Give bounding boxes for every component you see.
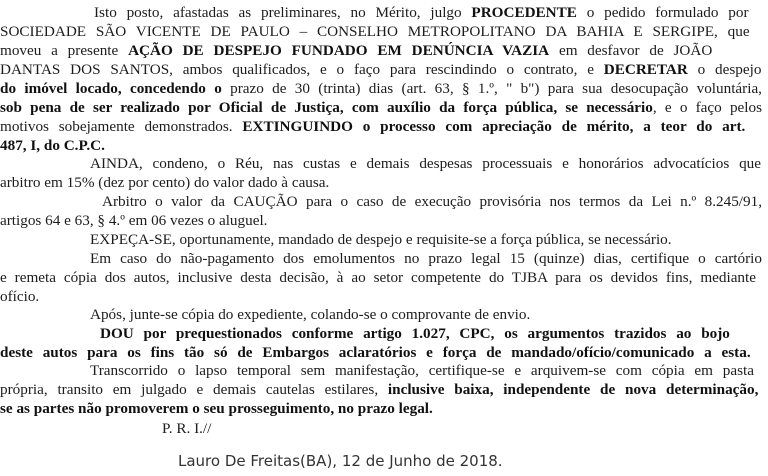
text-segment: Em caso do não-pagamento dos emolumentos no prazo legal 15 (quinze) dias, certifique o cartório <box>90 250 762 267</box>
text-segment: Isto posto, afastadas as preliminares, no Mérito, julgo <box>94 4 472 21</box>
text-line <box>90 306 530 324</box>
text-segment: Transcorrido o lapso temporal sem manifestação, certifique-se e arquivem-se com cópia em pasta <box>90 362 754 379</box>
bold-segment: PROCEDENTE <box>471 4 577 21</box>
text-line <box>0 80 762 98</box>
text-line <box>102 193 762 211</box>
text-line <box>0 137 105 155</box>
text-line <box>0 174 329 192</box>
text-segment: ofício. <box>0 288 40 305</box>
text-segment: artigos 64 e 63, § 4.º em 06 vezes o aluguel. <box>0 212 268 229</box>
bold-segment: deste autos para os fins tão só de Embargos aclaratórios e força de mandado/ofício/comunicado a esta. <box>0 344 751 361</box>
text-segment: o despejo <box>687 61 762 78</box>
bold-segment: sob pena de ser realizado por Oficial de Justiça, com auxílio da força pública, se necessário <box>0 99 653 116</box>
text-line <box>0 99 762 117</box>
date-location-line: Lauro De Freitas(BA), 12 de Junho de 2018. <box>178 452 503 470</box>
text-line <box>0 344 751 362</box>
text-line <box>0 118 745 136</box>
text-line <box>0 61 761 79</box>
text-line <box>90 250 762 268</box>
text-segment: P. R. I.// <box>162 420 212 437</box>
text-segment: EXPEÇA-SE, oportunamente, mandado de despejo e requisite-se a força pública, se necessário. <box>90 231 672 248</box>
text-segment: , e o faço pelos <box>652 99 763 116</box>
text-line <box>0 400 433 418</box>
text-segment: e remeta cópia dos autos, inclusive desta decisão, à ao setor competente do TJBA para os devidos fins, mediante <box>0 269 756 286</box>
bold-segment: EXTINGUINDO o processo com apreciação de mérito, a teor do art. <box>242 118 746 135</box>
bold-segment: do imóvel locado, concedendo o <box>0 80 222 97</box>
bold-segment: DECRETAR <box>603 61 688 78</box>
text-segment: arbitro em 15% (dez por cento) do valor dado à causa. <box>0 174 330 191</box>
text-segment: AINDA, condeno, o Réu, nas custas e demais despesas processuais e honorários advocatícios que <box>90 155 761 172</box>
text-line <box>100 325 730 343</box>
bold-segment: inclusive baixa, independente de nova determinação, <box>387 381 759 398</box>
text-segment: Após, junte-se cópia do expediente, colando-se o comprovante de envio. <box>90 306 531 323</box>
text-segment: DANTAS DOS SANTOS, ambos qualificados, e o faço para rescindindo o contrato, e <box>0 61 604 78</box>
text-line <box>0 269 756 287</box>
text-line <box>0 381 758 399</box>
bold-segment: AÇÃO DE DESPEJO FUNDADO EM DENÚNCIA VAZIA <box>128 42 550 59</box>
bold-segment: se as partes não promoverem o seu prosseguimento, no prazo legal. <box>0 400 433 417</box>
bold-segment: DOU por prequestionados conforme artigo 1.027, CPC, os argumentos trazidos ao bojo <box>100 325 730 342</box>
text-segment: o pedido formulado por <box>576 4 749 21</box>
text-segment: SOCIEDADE SÃO VICENTE DE PAULO – CONSELHO METROPOLITANO DA BAHIA E SERGIPE, que <box>0 23 750 40</box>
text-line <box>90 231 672 249</box>
text-line <box>0 212 267 230</box>
bold-segment: 487, I, do C.P.C. <box>0 137 105 154</box>
text-segment: Arbitro o valor da CAUÇÃO para o caso de execução provisória nos termos da Lei n.º 8.245/91, <box>102 193 762 210</box>
text-line <box>90 362 754 380</box>
text-line <box>0 23 750 41</box>
text-line <box>0 42 712 60</box>
text-segment: em desfavor de JOÃO <box>549 42 713 59</box>
text-line <box>94 4 749 22</box>
text-line <box>162 420 211 438</box>
text-segment: prazo de 30 (trinta) dias (art. 63, § 1.º, " b") para sua desocupação voluntária, <box>221 80 762 97</box>
text-line <box>0 288 39 306</box>
text-segment: moveu a presente <box>0 42 129 59</box>
text-line <box>90 155 761 173</box>
text-segment: motivos sobejamente demonstrados. <box>0 118 243 135</box>
text-segment: própria, transito em julgado e demais cautelas estilares, <box>0 381 388 398</box>
